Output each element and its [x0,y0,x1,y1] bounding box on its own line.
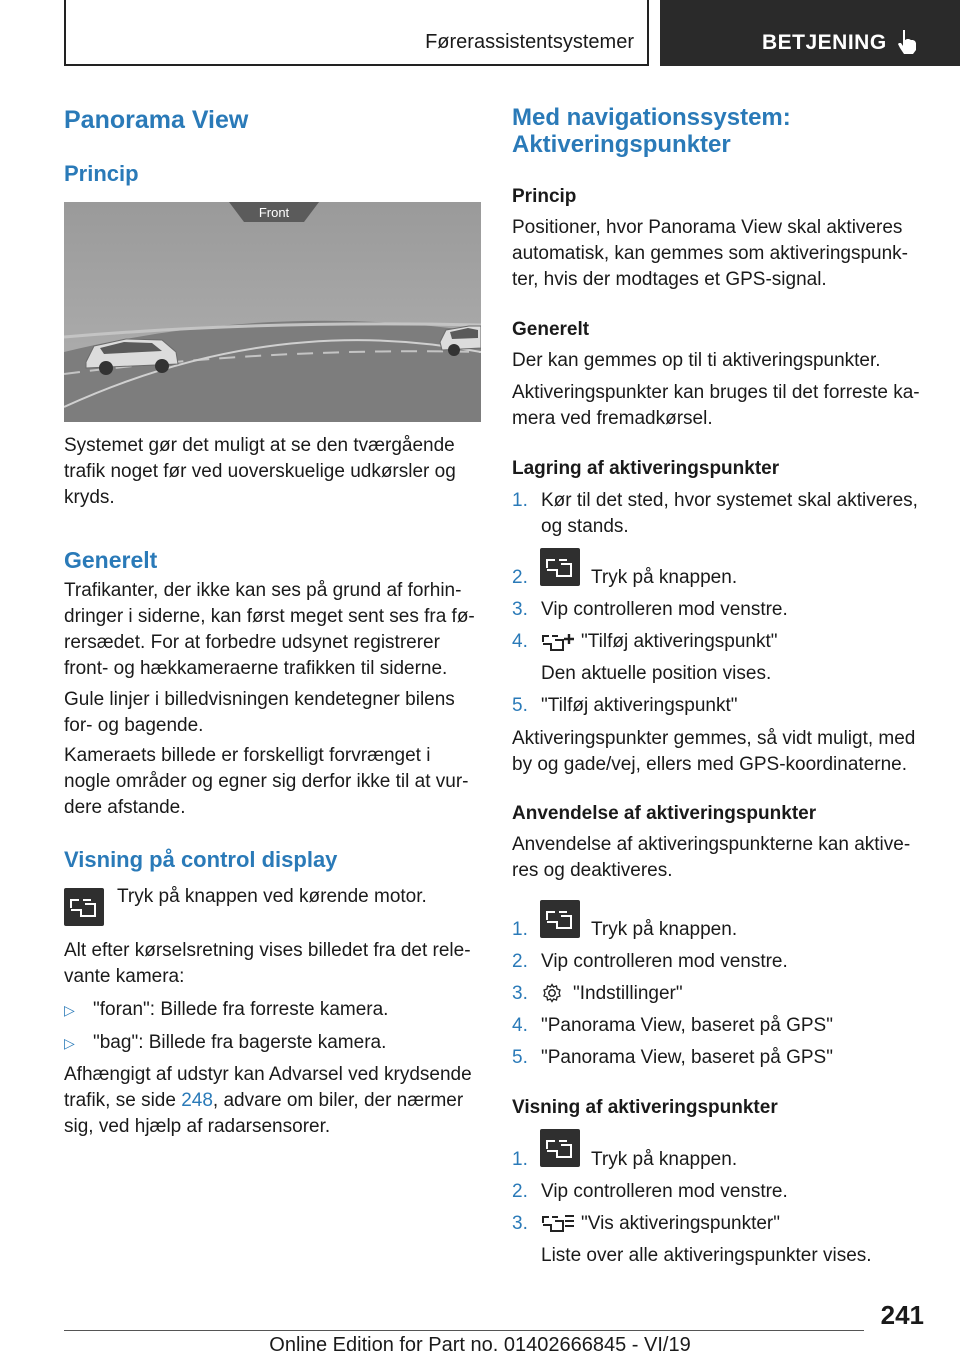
visning-paragraph: Alt efter kørselsretning vises billedet fra det rele- vante kamera: [64,940,471,987]
generelt-paragraph-1: Trafikanter, der ikke kan ses på grund af forhin- dringer i siderne, kan først meget sent ses fra fø- rersædet. For at forbedre udsynet registrerer front- og hækkameraerne trafikken til siderne. [64,580,475,679]
heading-navigation-activation-points: Med navigationssystem: Aktiveringspunkter [512,104,791,158]
header-section-tab [64,0,649,66]
lagring-after-paragraph: Aktiveringspunkter gemmes, så vidt muligt, med by og gade/vej, ellers med GPS-koordinaterne. [512,728,916,775]
anvendelse-step-4: 4. "Panorama View, baseret på GPS" [512,1015,833,1036]
pointing-hand-icon [894,28,920,56]
camera-button-icon [64,888,104,926]
settings-gear-icon [542,983,562,1003]
visning-step-3: 3. "Vis aktiveringspunkter" Liste over alle aktiveringspunkter vises. [512,1213,872,1266]
figure-front-label: Front [258,205,290,220]
heading-visning-control-display: Visning på control display [64,847,338,872]
page-number: 241 [880,1300,924,1330]
camera-button-icon [540,548,580,586]
lagring-step-1: 1. Kør til det sted, hvor systemet skal aktiveres, og stands. [512,490,918,537]
lagring-step-2: 2. Tryk på knappen. [512,567,738,588]
heading-generelt: Generelt [64,547,158,573]
bullet-item-bag: ▷ "bag": Billede fra bagerste kamera. [64,1030,482,1056]
princip-right-paragraph: Positioner, hvor Panorama View skal aktiveres automatisk, kan gemmes som aktiveringspunk- ter, hvis der modtages et GPS-signal. [512,217,908,290]
bullet-triangle-icon: ▷ [64,1035,75,1051]
anvendelse-paragraph: Anvendelse af aktiveringspunkterne kan aktive- res og deaktiveres. [512,834,911,881]
princip-paragraph: Systemet gør det muligt at se den tværgående trafik noget før ved uoverskuelige udkørsler og kryds. [64,435,456,508]
generelt-right-paragraph: Aktiveringspunkter kan bruges til det forreste ka- mera ved fremadkørsel. [512,382,920,429]
lagring-step-4: 4. "Tilføj aktiveringspunkt" Den aktuelle position vises. [512,631,778,684]
visning-step-1: 1. Tryk på knappen. [512,1149,738,1170]
heading-princip: Princip [64,161,139,186]
camera-view-illustration [64,202,481,422]
watermark-text [660,1338,950,1361]
bullet-triangle-icon: ▷ [64,1002,75,1018]
lagring-step-3: 3. Vip controlleren mod venstre. [512,599,788,620]
add-activation-point-icon [541,632,575,654]
heading-anvendelse: Anvendelse af aktiveringspunkter [512,803,817,824]
visning-step-2: 2. Vip controlleren mod venstre. [512,1181,788,1202]
anvendelse-step-3: 3. "Indstillinger" [512,983,683,1004]
anvendelse-step-2: 2. Vip controlleren mod venstre. [512,951,788,972]
lagring-step-5: 5. "Tilføj aktiveringspunkt" [512,695,738,716]
footer-edition: Online Edition for Part no. 01402666845 - VI/19 [269,1334,691,1356]
camera-view-figure [64,202,481,422]
heading-princip-right: Princip [512,186,577,207]
header-section-title: Førerassistentsystemer [425,31,634,53]
anvendelse-step-5: 5. "Panorama View, baseret på GPS" [512,1047,833,1068]
anvendelse-step-1: 1. Tryk på knappen. [512,919,738,940]
bullet-item-foran: ▷ "foran": Billede fra forreste kamera. [64,997,482,1023]
footer-rule [64,1330,864,1331]
generelt-paragraph-2: Gule linjer i billedvisningen kendetegner bilens for- og bagende. [64,689,455,736]
header-chapter-title: BETJENING [762,31,887,54]
closing-paragraph: Afhængigt af udstyr kan Advarsel ved krydsende trafik, se side 248, advare om biler, der nærmer sig, ved hjælp af radarsensorer. [64,1064,472,1137]
generelt-right-line: Der kan gemmes op til ti aktiveringspunkter. [512,350,881,371]
heading-lagring: Lagring af aktiveringspunkter [512,458,780,479]
generelt-paragraph-3: Kameraets billede er forskelligt forvrænget i nogle områder og egner sig derfor ikke til at vur- dere afstande. [64,745,469,818]
page-link-248[interactable]: 248 [181,1090,213,1111]
heading-panorama-view: Panorama View [64,106,249,134]
heading-visning-aktiveringspunkter: Visning af aktiveringspunkter [512,1097,778,1118]
heading-generelt-right: Generelt [512,319,590,340]
visning-button-instruction: Tryk på knappen ved kørende motor. [117,886,427,907]
list-activation-points-icon [541,1213,575,1235]
